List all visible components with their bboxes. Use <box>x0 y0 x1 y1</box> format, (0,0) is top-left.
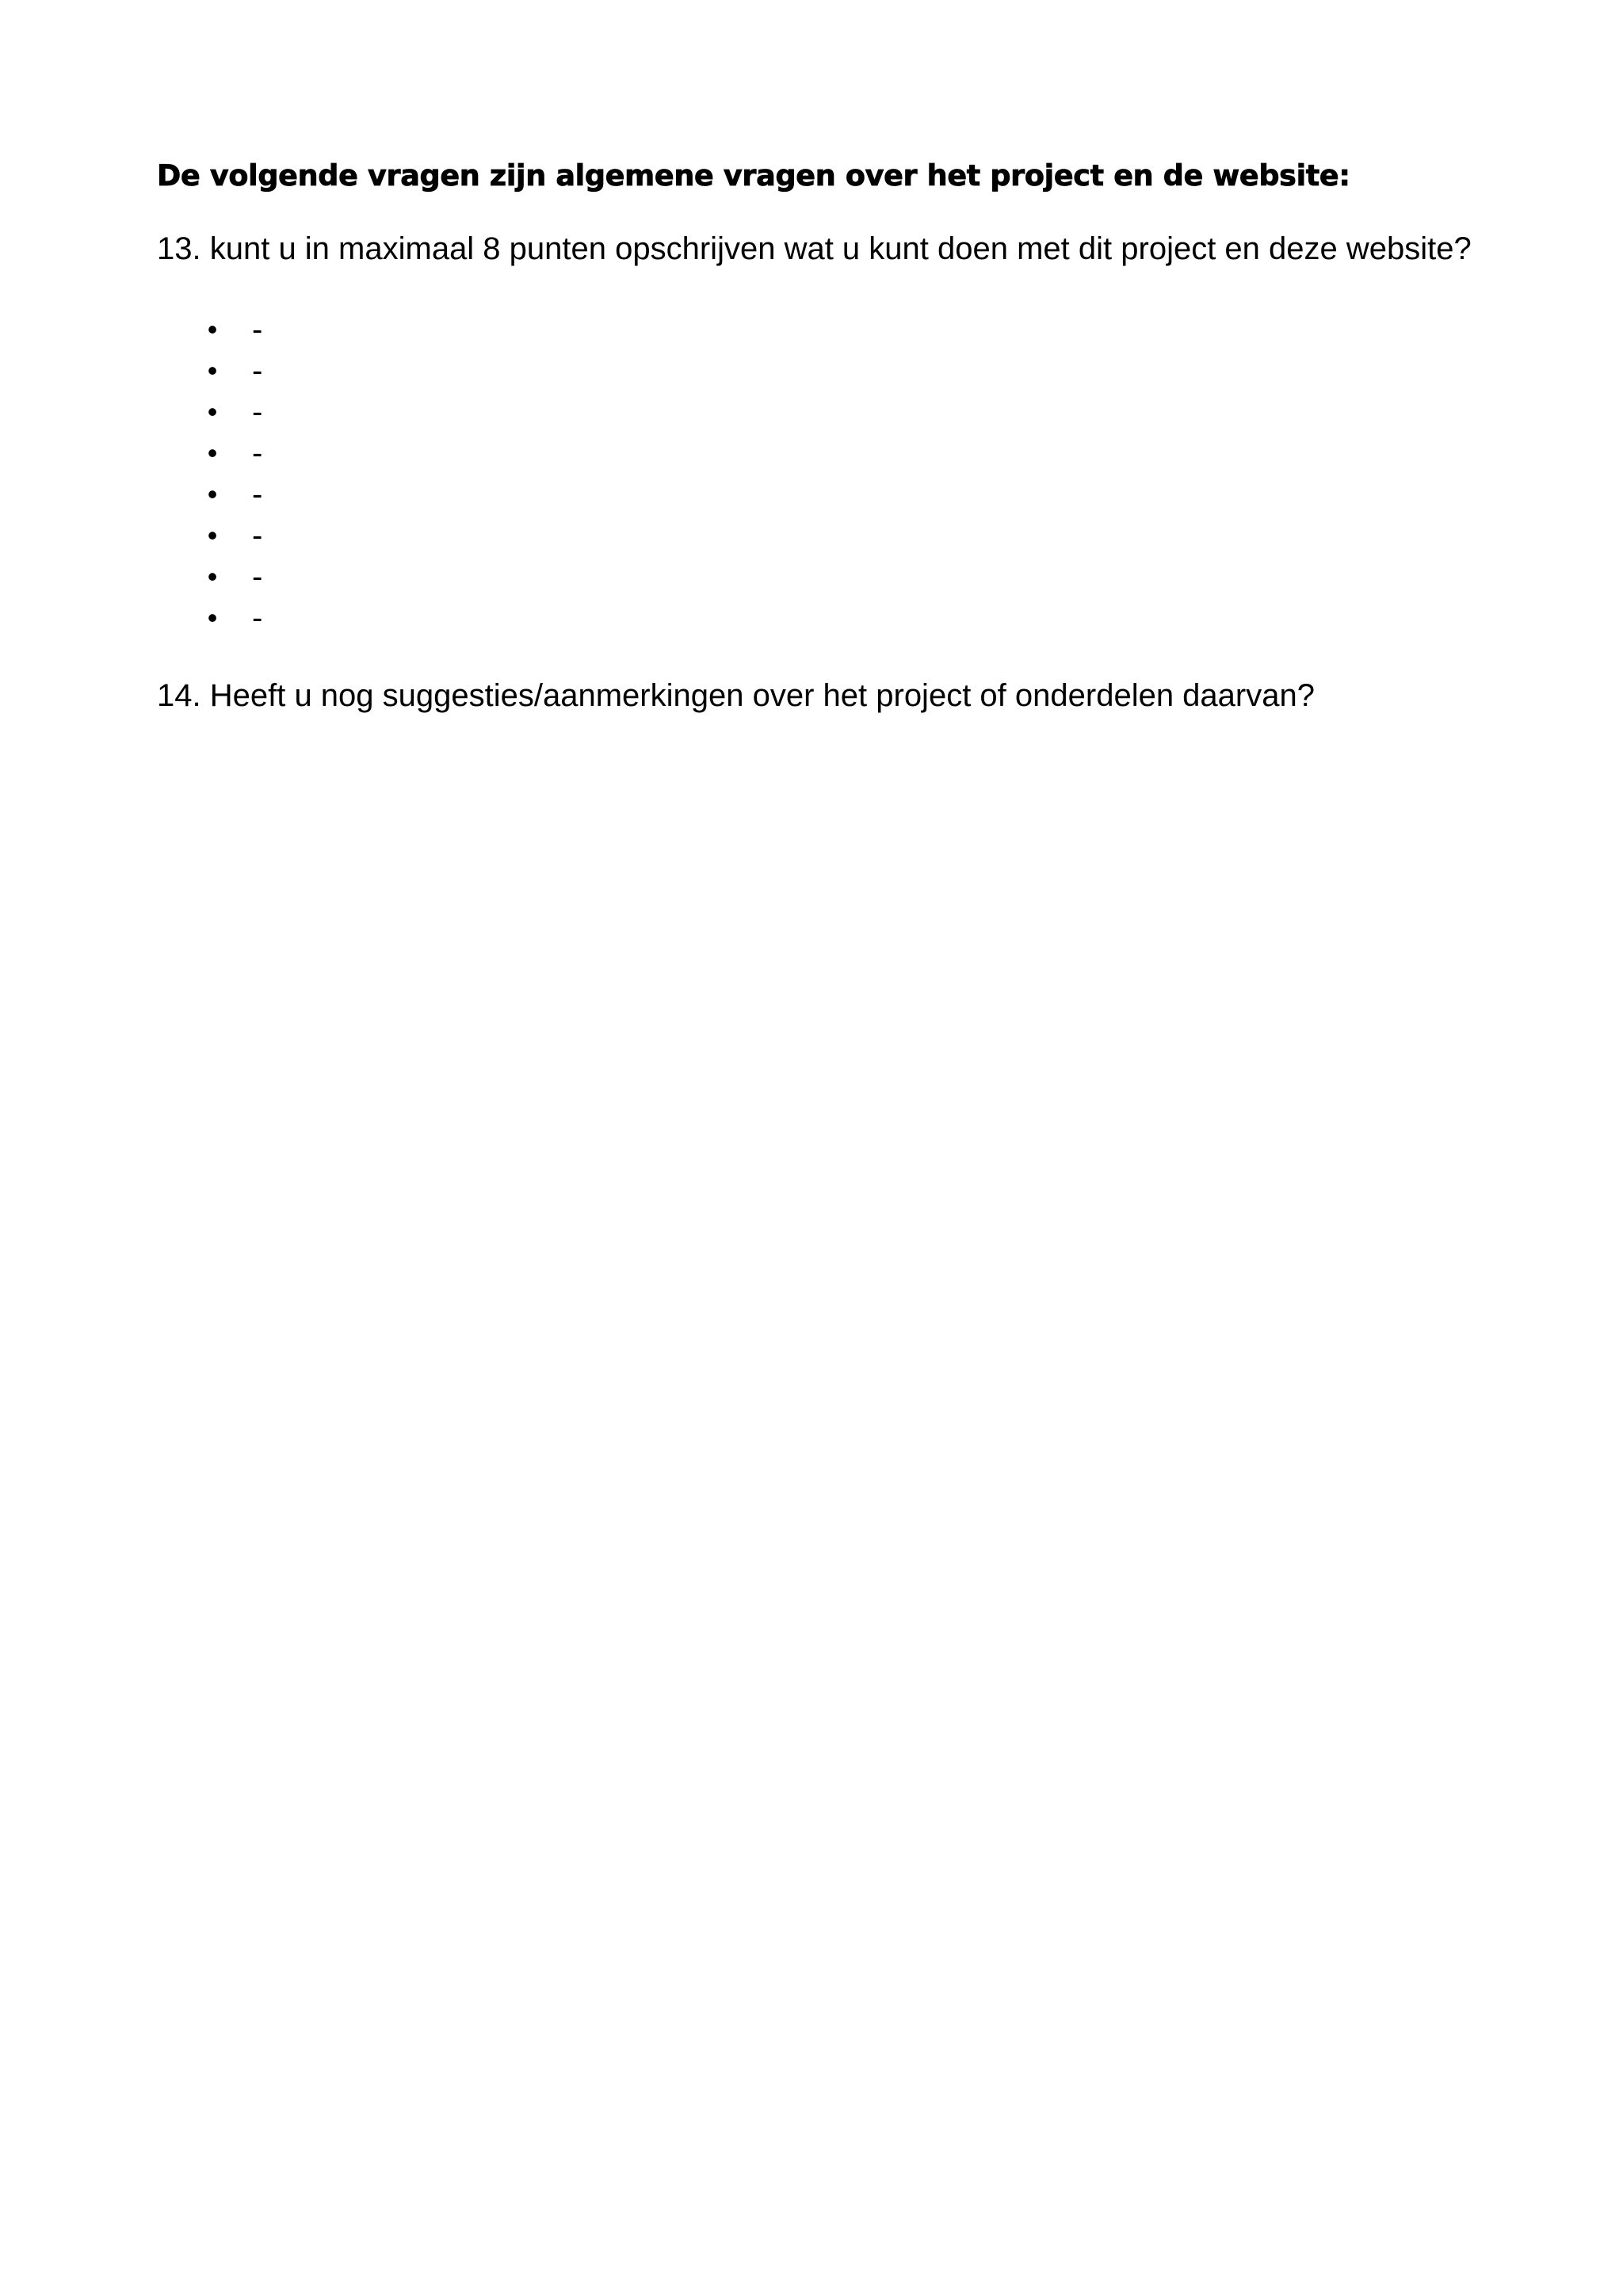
bullet-icon: • <box>207 601 218 634</box>
answer-placeholder: - <box>252 436 263 471</box>
bullet-icon: • <box>207 437 218 469</box>
answer-placeholder: - <box>252 477 263 512</box>
answer-placeholder: - <box>252 353 263 388</box>
question-13: 13. kunt u in maximaal 8 punten opschrijven wat u kunt doen met dit project en deze website? <box>157 231 1472 266</box>
bullet-icon: • <box>207 560 218 593</box>
bullet-icon: • <box>207 395 218 428</box>
bullet-icon: • <box>207 519 218 551</box>
bullet-icon: • <box>207 478 218 510</box>
answer-placeholder: - <box>252 518 263 553</box>
section-heading: De volgende vragen zijn algemene vragen over het project en de website: <box>157 158 1350 193</box>
answer-placeholder: - <box>252 601 263 635</box>
answer-placeholder: - <box>252 559 263 594</box>
question-14: 14. Heeft u nog suggesties/aanmerkingen over het project of onderdelen daarvan? <box>157 678 1315 713</box>
answer-placeholder: - <box>252 395 263 429</box>
bullet-icon: • <box>207 354 218 387</box>
bullet-icon: • <box>207 313 218 345</box>
answer-placeholder: - <box>252 312 263 347</box>
